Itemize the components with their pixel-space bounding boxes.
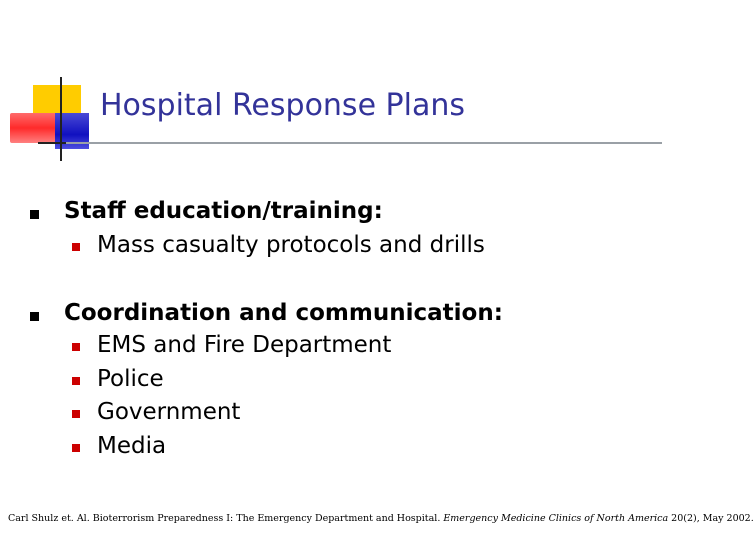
bullet-icon [30,210,39,219]
decor-vertical-line [60,77,62,161]
list-item: EMS and Fire Department [97,332,392,358]
decor-red-bar [10,113,57,143]
list-item: Mass casualty protocols and drills [97,232,485,258]
title-underline [66,142,662,144]
section-heading: Staff education/training: [64,198,383,224]
section-heading: Coordination and communication: [64,300,503,326]
citation [8,513,754,524]
bullet-icon [72,243,80,251]
list-item: Government [97,399,241,425]
citation-text: Carl Shulz et. Al. Bioterrorism Preparedness I: The Emergency Department and Hospital. [8,513,444,524]
bullet-icon [72,343,80,351]
citation-journal: Emergency Medicine Clinics of North America [443,513,669,524]
decor-horizontal-line [38,142,68,144]
citation-tail: 20(2), May 2002. [668,513,754,524]
bullet-icon [72,377,80,385]
bullet-icon [30,312,39,321]
list-item: Media [97,433,167,459]
bullet-icon [72,410,80,418]
list-item: Police [97,366,164,392]
slide-title: Hospital Response Plans [100,88,466,123]
bullet-icon [72,444,80,452]
